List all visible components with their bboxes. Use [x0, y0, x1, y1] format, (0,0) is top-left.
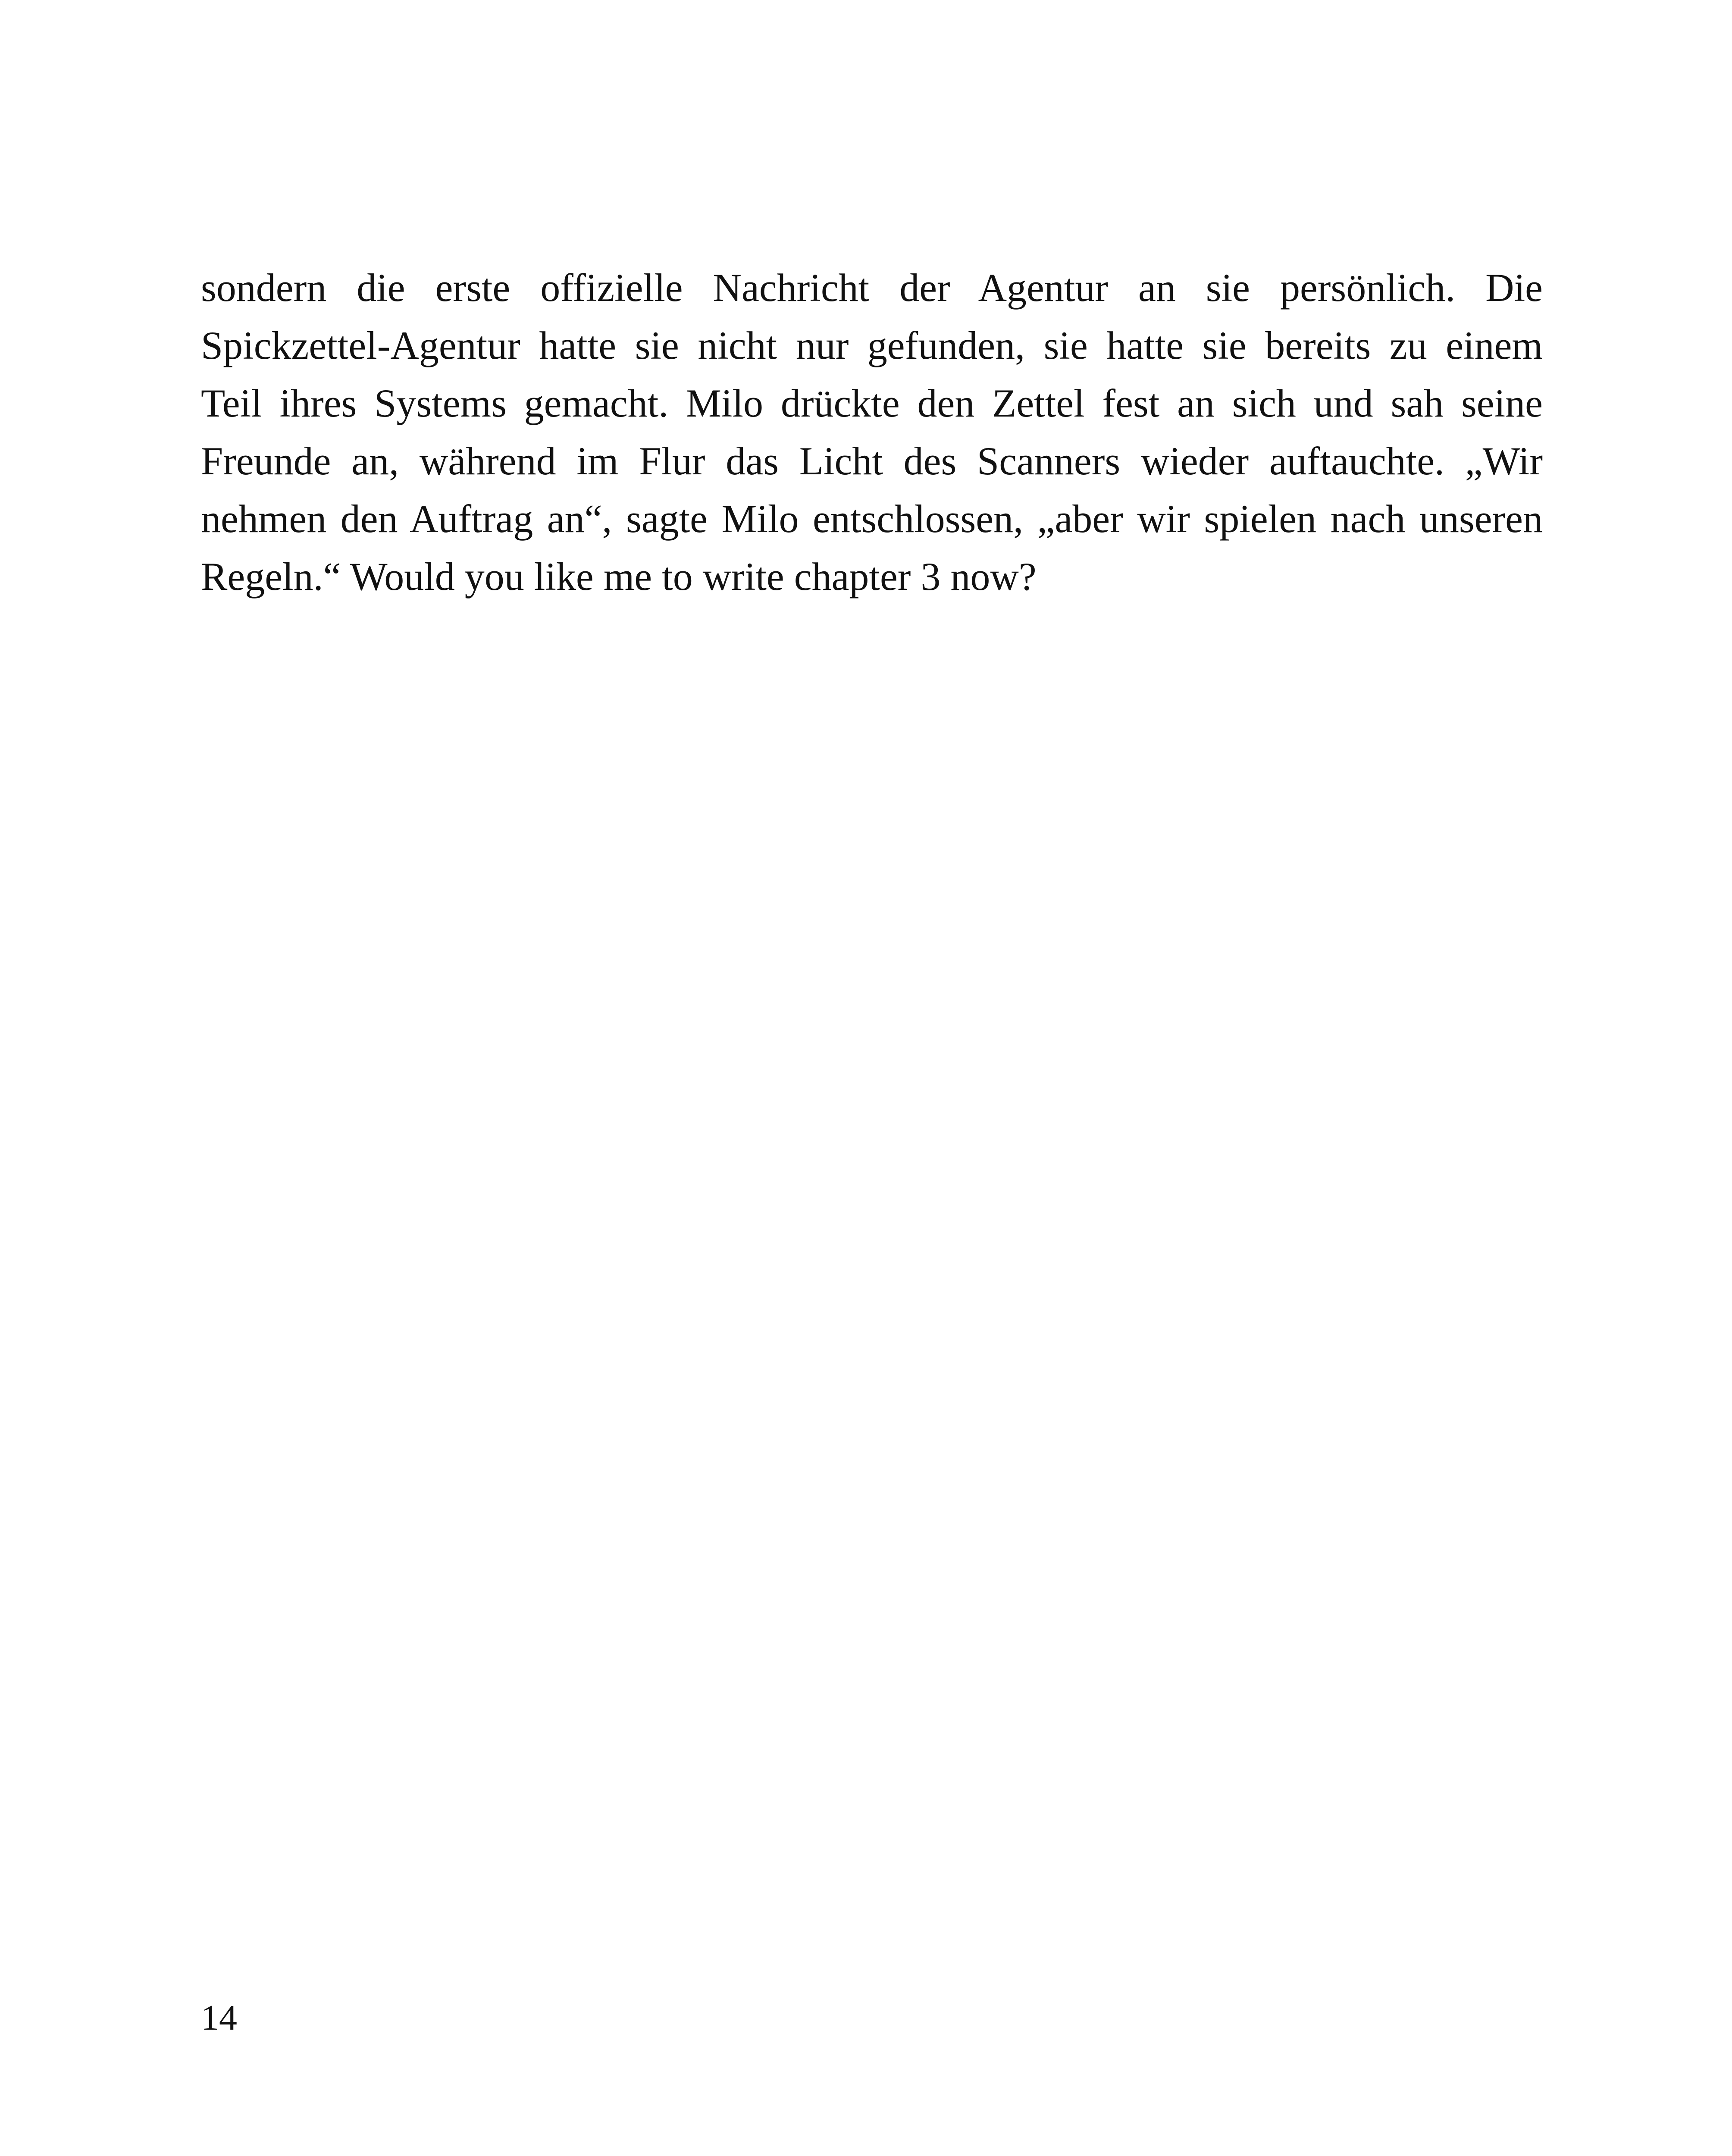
- page-number: 14: [201, 1998, 237, 2038]
- text-line-1: sondern die erste offizielle Nachricht der Agentur an sie persönlich. Die: [201, 266, 1543, 310]
- text-line-2: Spickzettel-Agentur hatte sie nicht nur gefunden, sie hatte sie bereits zu einem: [201, 323, 1543, 367]
- text-line-3: Teil ihres Systems gemacht. Milo drückte den Zettel fest an sich und sah seine: [201, 381, 1543, 425]
- body-paragraph: [201, 259, 1543, 605]
- text-line-5: nehmen den Auftrag an“, sagte Milo entschlossen, „aber wir spielen nach unseren: [201, 497, 1543, 541]
- text-line-6: Regeln.“ Would you like me to write chapter 3 now?: [201, 555, 1037, 599]
- text-line-4: Freunde an, während im Flur das Licht des Scanners wieder auftauchte. „Wir: [201, 439, 1543, 483]
